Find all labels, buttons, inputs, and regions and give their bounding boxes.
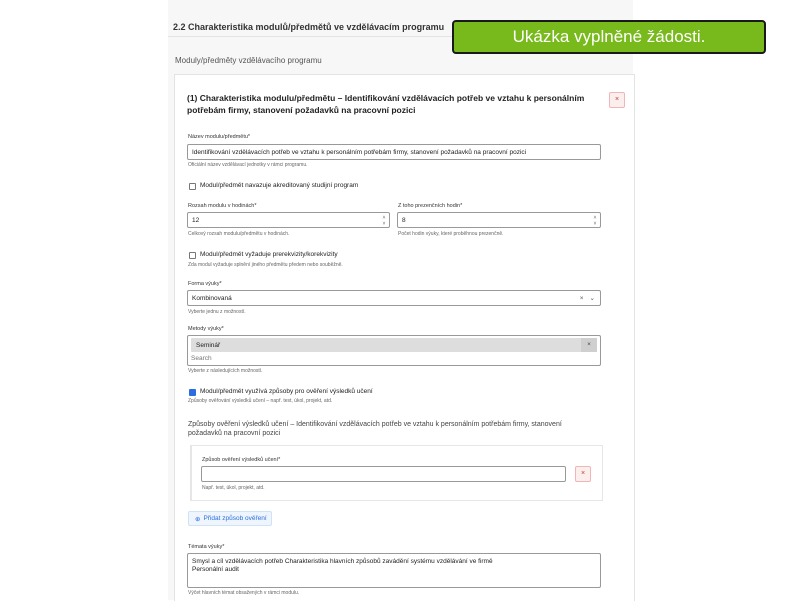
form-select[interactable]: [187, 290, 601, 306]
hours-value: 12: [192, 216, 200, 224]
verification-help: Způsoby ověřování výsledků učení – např. test, úkol, projekt, atd.: [188, 398, 333, 404]
hours-label: Rozsah modulu v hodinách*: [188, 203, 257, 209]
plus-circle-icon: ⊕: [195, 515, 201, 523]
module-name-help: Oficiální název vzdělávací jednotky v rámci programu.: [188, 162, 308, 168]
topics-label: Témata výuky*: [188, 544, 225, 550]
form-label: Forma výuky*: [188, 281, 222, 287]
method-tag: [191, 338, 597, 352]
spinner-down-icon: ˅: [593, 221, 597, 227]
hours-spinner[interactable]: [380, 214, 388, 228]
module-heading: (1) Charakteristika modulu/předmětu – Identifikování vzdělávacích potřeb ve vztahu k personálním potřebám firmy, stanovení požadavků na pracovní pozici: [187, 93, 585, 115]
contact-hours-spinner[interactable]: [591, 214, 599, 228]
tag-remove-icon[interactable]: ×: [581, 338, 597, 352]
remove-verification-button[interactable]: [575, 466, 591, 482]
methods-label: Metody výuky*: [188, 326, 224, 332]
module-name-value: Identifikování vzdělávacích potřeb ve vztahu k personálním potřebám firmy, stanovení požadavků na pracovní pozici: [192, 148, 527, 156]
topics-line-1: Smysl a cíl vzdělávacích potřeb Charakteristika hlavních způsobů zavádění systému vzdělávání ve firmě: [192, 558, 493, 565]
close-icon: ×: [614, 96, 620, 103]
spinner-up-icon: ˄: [593, 215, 597, 221]
form-help: Vyberte jednu z možností.: [188, 309, 246, 315]
contact-hours-value: 8: [402, 216, 406, 224]
close-icon: ×: [580, 470, 586, 477]
verification-group-title: Způsoby ověření výsledků učení – Identifikování vzdělávacích potřeb ve vztahu k personálním potřebám firmy, stanovení požadavků na pracovní pozici: [188, 421, 562, 437]
hours-help: Celkový rozsah modulu/předmětu v hodinách.: [188, 231, 290, 237]
form-selected-value: Kombinovaná: [192, 294, 232, 302]
topics-help: Výčet hlavních témat obsažených v rámci modulu.: [188, 590, 300, 596]
hours-input[interactable]: [187, 212, 390, 228]
methods-search-input[interactable]: [191, 353, 491, 364]
prerequisites-label: Modul/předmět vyžaduje prerekvizity/korekvizity: [200, 251, 338, 258]
modules-title: Moduly/předměty vzdělávacího programu: [175, 56, 322, 65]
contact-hours-help: Počet hodin výuky, které proběhnou prezenčně.: [398, 231, 504, 237]
accredited-label: Modul/předmět navazuje akreditovaný studijní program: [200, 182, 359, 189]
remove-module-button[interactable]: [609, 92, 625, 108]
contact-hours-label: Z toho prezenčních hodin*: [398, 203, 463, 209]
contact-hours-input[interactable]: [397, 212, 601, 228]
verification-label: Modul/předmět využívá způsoby pro ověření výsledků učení: [200, 388, 373, 395]
verification-checkbox[interactable]: [189, 389, 196, 396]
accredited-checkbox[interactable]: [189, 183, 196, 190]
verification-method-label: Způsob ověření výsledků učení*: [202, 457, 281, 463]
section-title: 2.2 Charakteristika modulů/předmětů ve vzdělávacím programu: [173, 22, 445, 32]
methods-multiselect[interactable]: [187, 335, 601, 366]
spinner-down-icon: ˅: [382, 221, 386, 227]
sample-banner: Ukázka vyplněné žádosti.: [452, 20, 766, 54]
add-verification-button[interactable]: [188, 511, 272, 526]
verification-method-input[interactable]: [201, 466, 566, 482]
methods-help: Vyberte z následujících možností.: [188, 368, 263, 374]
prerequisites-help: Zda modul vyžaduje splnění jiného předmětu předem nebo souběžně.: [188, 262, 343, 268]
prerequisites-checkbox[interactable]: [189, 252, 196, 259]
clear-icon[interactable]: ×: [579, 294, 584, 302]
spinner-up-icon: ˄: [382, 215, 386, 221]
module-name-input[interactable]: [187, 144, 601, 160]
topics-textarea[interactable]: [187, 553, 601, 588]
module-name-label: Název modulu/předmětu*: [188, 134, 251, 140]
topics-line-2: Personální audit: [192, 566, 239, 573]
verification-method-help: Např. test, úkol, projekt, atd.: [202, 485, 265, 491]
chevron-down-icon[interactable]: ⌄: [589, 295, 595, 302]
method-tag-label: Seminář: [196, 341, 221, 349]
add-verification-label: Přidat způsob ověření: [203, 515, 267, 522]
